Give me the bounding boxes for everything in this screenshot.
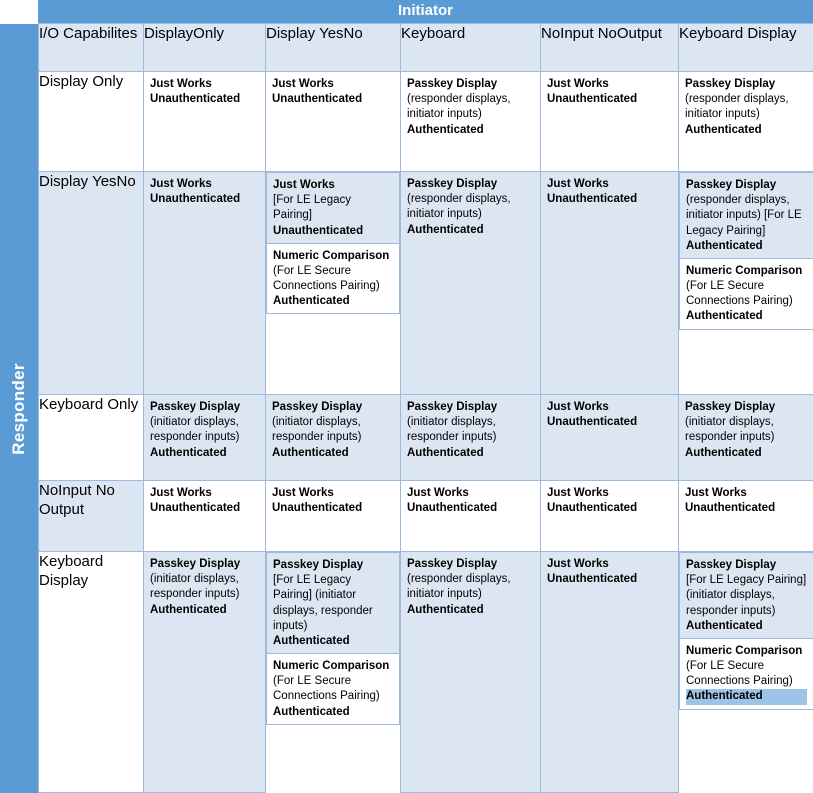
authentication-level: Authenticated [686,619,763,632]
matrix-cell [679,172,813,330]
pairing-method-content [541,172,678,211]
matrix-cell [541,172,679,395]
pairing-method-detail: (initiator displays, responder inputs) [407,416,497,444]
pairing-method-title: Just Works [547,558,609,570]
matrix-cell [266,552,400,725]
pairing-method-content [401,552,540,622]
matrix-cell [679,395,813,481]
matrix-body [39,24,813,793]
pairing-method-content [144,172,265,211]
pairing-method-detail: (responder displays, initiator inputs) [685,93,789,121]
pairing-method-subcell [680,553,813,639]
pairing-method-content [266,481,400,520]
pairing-method-detail: [For LE Legacy Pairing] [273,194,351,222]
matrix-cell [144,172,266,395]
authentication-level: Unauthenticated [272,93,363,106]
matrix-cell [144,395,266,481]
matrix-cell [541,481,679,552]
pairing-method-detail: (responder displays, initiator inputs) [For LE Legacy Pairing] [686,194,802,237]
responder-axis-bar [0,24,38,793]
pairing-method-title: Passkey Display [150,558,241,570]
pairing-method-title: Just Works [407,487,469,499]
authentication-level: Unauthenticated [547,502,638,515]
authentication-level: Unauthenticated [150,93,241,106]
matrix-row [39,552,813,793]
matrix-cell [144,552,266,793]
pairing-method-detail: (initiator displays, responder inputs) [150,573,240,601]
pairing-method-detail: [For LE Legacy Pairing] (initiator displays, responder inputs) [686,574,807,617]
pairing-method-title: Just Works [150,487,212,499]
pairing-method-content [541,395,678,434]
authentication-level: Authenticated [273,634,350,647]
matrix-cell [541,72,679,172]
pairing-method-title: Passkey Display [407,558,498,570]
pairing-method-title: Just Works [150,178,212,190]
pairing-method-detail: (responder displays, initiator inputs) [407,93,511,121]
pairing-method-detail: (responder displays, initiator inputs) [407,573,511,601]
matrix-cell [541,395,679,481]
pairing-method-title: Just Works [547,401,609,413]
authentication-level: Authenticated [685,446,762,459]
pairing-method-content [266,395,400,465]
pairing-method-subcell [267,173,399,244]
matrix-header-row [39,24,813,72]
matrix-cell [541,552,679,793]
matrix-cell [144,72,266,172]
pairing-method-content [401,395,540,465]
matrix-column-header: Keyboard [401,24,541,72]
initiator-axis-bar [38,0,813,23]
authentication-level: Unauthenticated [685,502,776,515]
matrix-cell [401,395,541,481]
initiator-axis-label: Initiator [398,2,453,19]
pairing-method-title: Passkey Display [407,78,498,90]
pairing-method-title: Just Works [547,78,609,90]
pairing-method-content [541,552,678,591]
pairing-method-title: Just Works [547,178,609,190]
pairing-method-subcell [680,259,813,329]
pairing-method-content [679,481,813,520]
authentication-level: Unauthenticated [150,502,241,515]
authentication-level: Unauthenticated [547,573,638,586]
authentication-level: Authenticated [407,603,484,616]
responder-axis-label: Responder [9,362,28,455]
matrix-column-header: DisplayOnly [144,24,266,72]
matrix-row-header: Display YesNo [39,172,144,395]
pairing-method-title: Just Works [685,487,747,499]
pairing-method-content [401,481,540,520]
matrix-cell [401,481,541,552]
authentication-level: Unauthenticated [407,502,498,515]
authentication-level: Authenticated [407,123,484,136]
pairing-method-title: Passkey Display [273,559,364,571]
matrix-row [39,72,813,172]
authentication-level: Unauthenticated [547,416,638,429]
authentication-level: Authenticated [273,705,350,718]
pairing-method-detail: (For LE Secure Connections Pairing) [686,280,793,308]
pairing-method-content [144,72,265,111]
matrix-row-header: NoInput No Output [39,481,144,552]
pairing-method-title: Just Works [150,78,212,90]
pairing-method-content [541,481,678,520]
pairing-method-detail: (For LE Secure Connections Pairing) [273,675,380,703]
pairing-method-title: Passkey Display [150,401,241,413]
io-capabilities-matrix [38,23,813,793]
pairing-method-content [144,395,265,465]
pairing-method-subcell [267,244,399,314]
pairing-method-title: Passkey Display [686,179,777,191]
authentication-level: Authenticated [273,295,350,308]
matrix-row-header: Keyboard Only [39,395,144,481]
matrix-row [39,395,813,481]
matrix-cell [144,481,266,552]
matrix-cell [266,481,401,552]
matrix-corner-header: I/O Capabilites [39,24,144,72]
pairing-method-title: Passkey Display [407,401,498,413]
authentication-level: Unauthenticated [150,193,241,206]
pairing-method-title: Just Works [272,78,334,90]
authentication-level: Authenticated [407,223,484,236]
authentication-level: Unauthenticated [547,93,638,106]
authentication-level: Authenticated [272,446,349,459]
pairing-method-title: Passkey Display [685,401,776,413]
authentication-level-selected: Authenticated [686,689,807,704]
pairing-method-content [401,72,540,142]
matrix-cell [266,172,400,314]
pairing-method-detail: (For LE Secure Connections Pairing) [273,264,380,293]
pairing-method-content [144,481,265,520]
matrix-row [39,481,813,552]
authentication-level: Authenticated [407,446,484,459]
pairing-method-title: Passkey Display [272,401,363,413]
pairing-method-title: Passkey Display [407,178,498,190]
pairing-method-subcell [680,639,813,709]
matrix-cell [401,72,541,172]
pairing-method-title: Just Works [547,487,609,499]
matrix-column-header: Display YesNo [266,24,401,72]
authentication-level: Authenticated [150,446,227,459]
matrix-cell [679,552,813,710]
matrix-table-wrapper [38,23,813,793]
pairing-method-content [679,395,813,465]
pairing-method-content [144,552,265,622]
authentication-level: Authenticated [686,239,763,252]
authentication-level: Unauthenticated [273,224,364,237]
pairing-method-detail: (initiator displays, responder inputs) [150,416,240,444]
matrix-cell [266,72,401,172]
authentication-level: Authenticated [686,310,763,323]
pairing-method-detail: [For LE Legacy Pairing] (initiator displays, responder inputs) [273,574,373,632]
authentication-level: Authenticated [150,603,227,616]
matrix-row [39,172,813,395]
matrix-column-header: Keyboard Display [679,24,813,72]
matrix-cell [679,72,813,172]
authentication-level: Unauthenticated [272,502,363,515]
matrix-column-header: NoInput NoOutput [541,24,679,72]
pairing-method-detail: (For LE Secure Connections Pairing) [686,660,793,688]
matrix-row-header: Display Only [39,72,144,172]
pairing-method-title: Numeric Comparison [686,644,803,657]
authentication-level: Unauthenticated [547,193,638,206]
pairing-method-title: Passkey Display [685,78,776,90]
pairing-method-title: Numeric Comparison [686,264,803,277]
authentication-level: Authenticated [685,123,762,136]
pairing-method-subcell [680,173,813,259]
pairing-method-subcell [267,654,399,724]
matrix-cell [679,481,813,552]
matrix-cell [401,172,541,395]
matrix-row-header: Keyboard Display [39,552,144,793]
pairing-method-content [401,172,540,242]
pairing-method-title: Just Works [272,487,334,499]
pairing-method-title: Numeric Comparison [273,660,390,673]
matrix-cell [401,552,541,793]
pairing-method-title: Numeric Comparison [273,249,390,262]
pairing-method-detail: (initiator displays, responder inputs) [272,416,362,444]
pairing-method-detail: (initiator displays, responder inputs) [685,416,775,444]
pairing-method-title: Passkey Display [686,559,777,571]
pairing-method-content [679,72,813,142]
pairing-method-title: Just Works [273,179,335,191]
pairing-method-content [541,72,678,111]
matrix-cell [266,395,401,481]
pairing-method-detail: (responder displays, initiator inputs) [407,193,511,221]
pairing-method-subcell [267,553,399,654]
pairing-method-content [266,72,400,111]
